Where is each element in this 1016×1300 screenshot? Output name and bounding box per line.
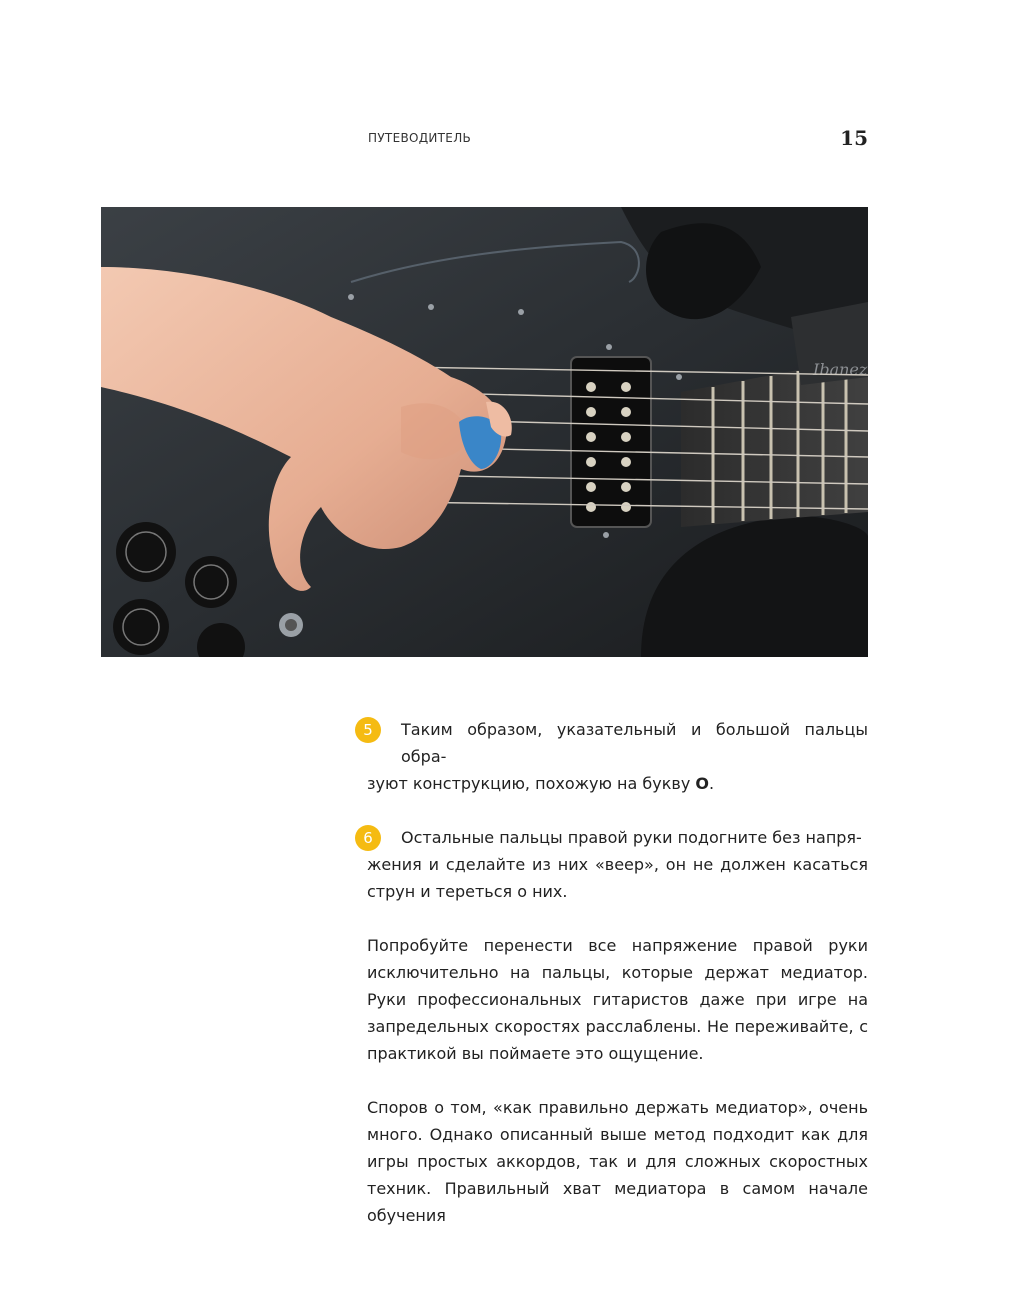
- step-text-rest: жения и сделайте из них «веер», он не должен касаться струн и тереться о них.: [367, 855, 868, 901]
- guitar-logo: Ibanez: [813, 360, 868, 379]
- body-text: [363, 716, 868, 1256]
- guitar-photo: [101, 207, 868, 657]
- step-number-badge: 6: [355, 825, 381, 851]
- step-5: [363, 716, 868, 797]
- bold-letter-o: О: [695, 774, 709, 793]
- paragraph: Попробуйте перенести все напряжение правой руки исключительно на пальцы, которые держат медиатор. Руки профессиональных гитаристов даже при игре на запредельных скоростях расслаблены. Не переживайте, с практикой вы поймаете это ощущение.: [367, 936, 868, 1063]
- step-6: [363, 824, 868, 905]
- step-text-line1: Остальные пальцы правой руки подогните без напря-: [401, 828, 862, 847]
- step-number-badge: 5: [355, 717, 381, 743]
- page-number: 15: [840, 126, 868, 150]
- step-text-segment: зуют конструкцию, похожую на букву: [367, 774, 696, 793]
- step-text-line2: [367, 770, 868, 797]
- paragraph: Споров о том, «как правильно держать медиатор», очень много. Однако описанный выше метод подходит как для игры простых аккордов, так и для сложных скоростных техник. Правильный хват медиатора в самом начале обучения: [367, 1098, 868, 1225]
- step-text-segment: .: [709, 774, 715, 793]
- step-text-line1: Таким образом, указательный и большой пальцы обра-: [401, 720, 868, 766]
- running-title: ПУТЕВОДИТЕЛЬ: [368, 131, 472, 145]
